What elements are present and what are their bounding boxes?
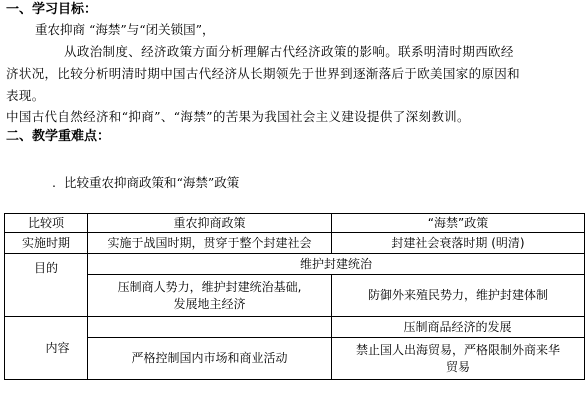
bullet-dot: . bbox=[52, 175, 56, 190]
cell-purpose-shared: 维护封建统治 bbox=[88, 254, 585, 275]
cell-period-agriculture: 实施于战国时期，贯穿于整个封建社会 bbox=[88, 233, 332, 254]
table-row-content-shared bbox=[5, 317, 585, 338]
goal-paragraph-line-3: 表现。 bbox=[6, 88, 45, 103]
table-row-content-detail bbox=[5, 338, 585, 380]
goal-paragraph-line-1: 从政治制度、经济政策方面分析理解古代经济政策的影响。联系明清时期西欧经 bbox=[64, 44, 514, 59]
cell-content-sea-ban-line-2: 贸易 bbox=[445, 359, 470, 374]
cell-content-sea-ban-line-1: 禁止国人出海贸易，严格限制外商来华 bbox=[355, 342, 560, 357]
table-row-purpose-shared bbox=[5, 254, 585, 275]
cell-content-shared-left bbox=[88, 317, 332, 338]
cell-content-agriculture: 严格控制国内市场和商业活动 bbox=[88, 338, 332, 380]
cell-purpose-agriculture bbox=[88, 275, 332, 317]
cell-content-shared: 压制商品经济的发展 bbox=[332, 317, 585, 338]
section-heading-key-points: 二、教学重难点： bbox=[6, 129, 111, 144]
section-heading-learning-goals: 一、学习目标： bbox=[6, 2, 98, 17]
goal-paragraph-line-4: 中国古代自然经济和“抑商”、“海禁”的苦果为我国社会主义建设提供了深刻教训。 bbox=[6, 109, 470, 124]
row-label-content: 内容 bbox=[5, 317, 88, 380]
topic-line: 重农抑商 “海禁”与“闭关锁国”， bbox=[35, 22, 215, 37]
table-row-period bbox=[5, 233, 585, 254]
header-cell-agriculture-policy: 重农抑商政策 bbox=[88, 214, 332, 233]
cell-purpose-agriculture-line-1: 压制商人势力，维护封建统治基础, bbox=[117, 279, 302, 294]
header-cell-sea-ban-policy: “海禁”政策 bbox=[332, 214, 585, 233]
cell-purpose-agriculture-line-2: 发展地主经济 bbox=[173, 296, 246, 311]
key-point-item: 比较重农抑商政策和“海禁”政策 bbox=[64, 175, 240, 190]
row-label-purpose: 目的 bbox=[5, 254, 88, 317]
cell-content-sea-ban bbox=[332, 338, 585, 380]
comparison-table bbox=[4, 213, 585, 380]
cell-purpose-sea-ban: 防御外来殖民势力，维护封建体制 bbox=[332, 275, 585, 317]
header-cell-compare-item: 比较项 bbox=[5, 214, 88, 233]
table-row-purpose-detail bbox=[5, 275, 585, 317]
goal-paragraph-line-2: 济状况，比较分析明清时期中国古代经济从长期领先于世界到逐渐落后于欧美国家的原因和 bbox=[6, 66, 521, 81]
cell-period-sea-ban: 封建社会衰落时期 (明清) bbox=[332, 233, 585, 254]
table-header-row bbox=[5, 214, 585, 233]
row-label-period: 实施时期 bbox=[5, 233, 88, 254]
